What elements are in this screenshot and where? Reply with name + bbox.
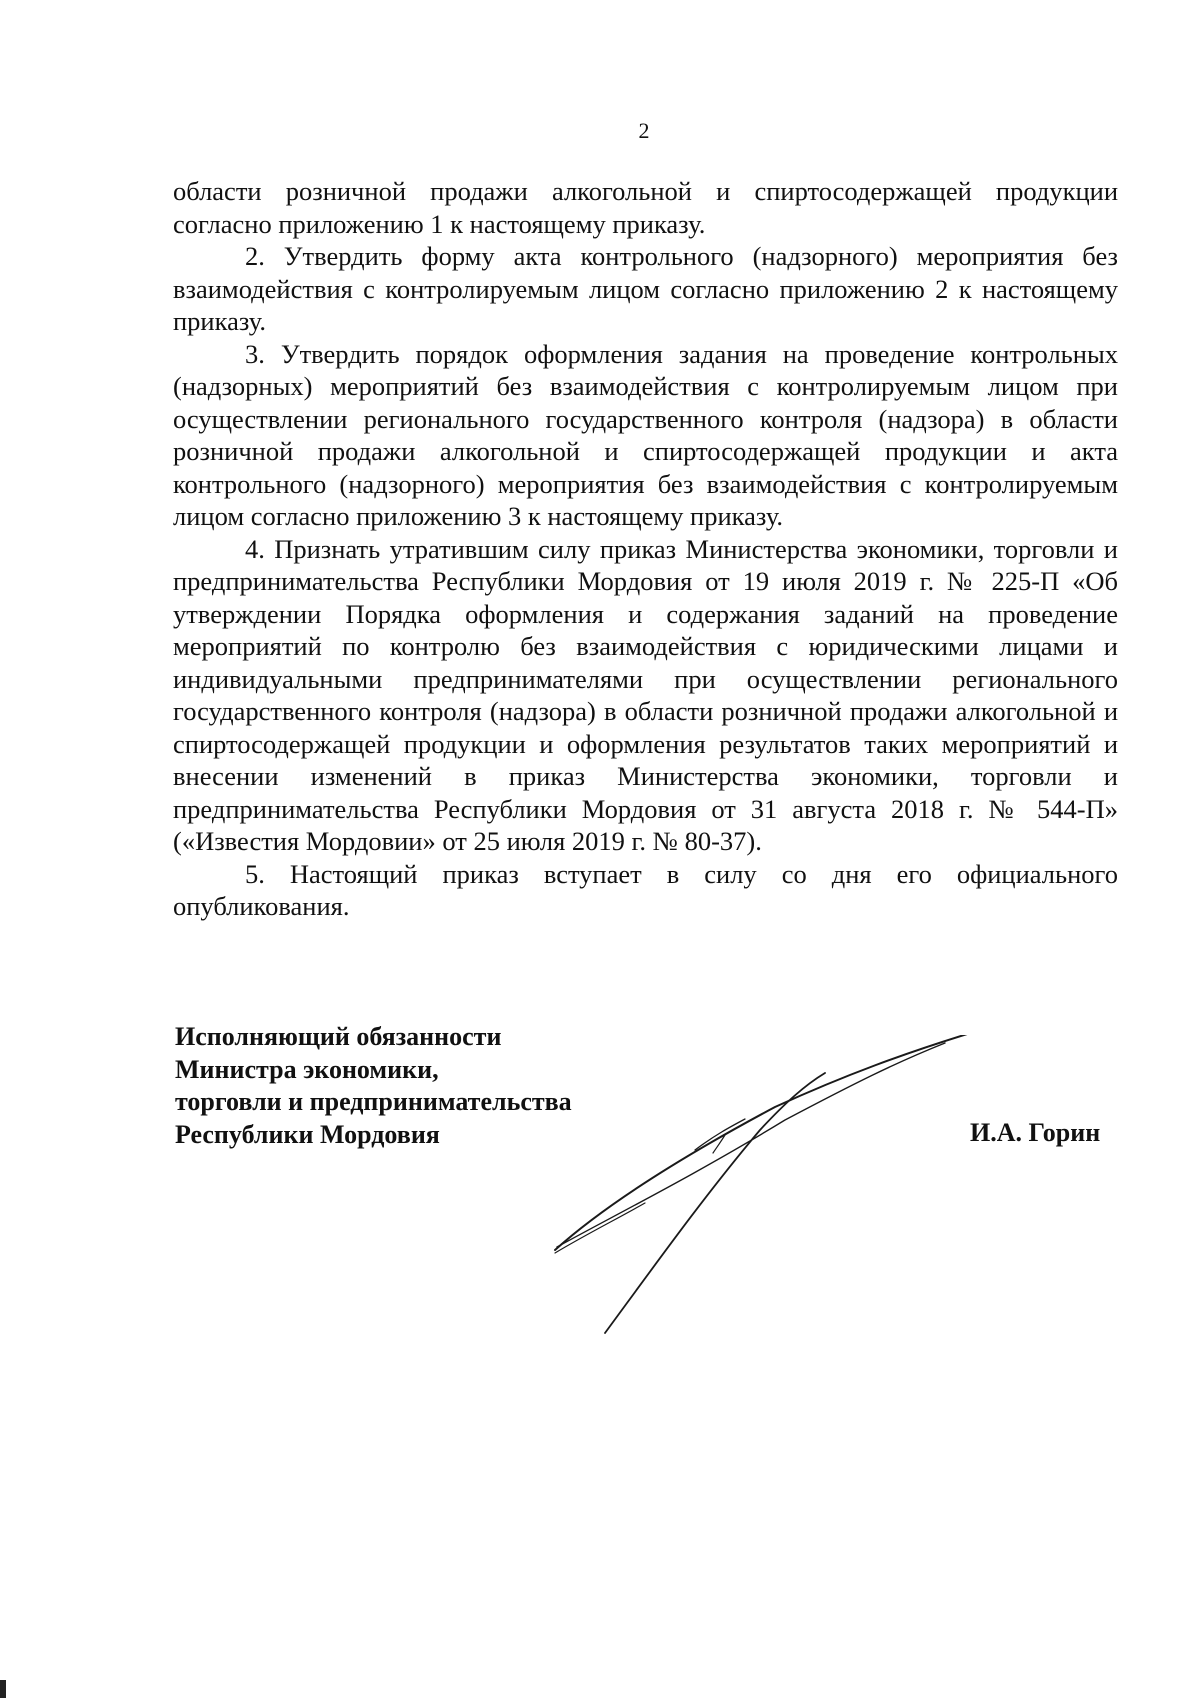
paragraph-item-5: 5. Настоящий приказ вступает в силу со дня его официального опубликования. <box>173 858 1118 921</box>
page-number: 2 <box>638 118 650 143</box>
signatory-title-line: торговли и предпринимательства <box>175 1087 572 1116</box>
paragraph-item-4: 4. Признать утратившим силу приказ Министерства экономики, торговли и предпринимательства Республики Мордовия от 19 июля 2019 г. № 225-П «Об утверждении Порядка оформления и содержания заданий на проведение мероприятий по контролю без взаимодействия с юридическими лицами и индивидуальными предпринимателями при осуществлении регионального государственного контроля (надзора) в области розничной продажи алкогольной и спиртосодержащей продукции и оформления результатов таких мероприятий и внесении изменений в приказ Министерства экономики, торговли и предпринимательства Республики Мордовия от 31 августа 2018 г. № 544-П» («Известия Мордовии» от 25 июля 2019 г. № 80-37). <box>173 533 1118 856</box>
signatory-title <box>175 1021 572 1151</box>
paragraph-continuation: области розничной продажи алкогольной и спиртосодержащей продукции согласно приложению 1 к настоящему приказу. <box>173 176 1118 239</box>
signatory-title-line: Министра экономики, <box>175 1054 439 1084</box>
handwritten-signature <box>545 1035 985 1350</box>
signatory-title-line: Республики Мордовия <box>175 1119 440 1149</box>
signatory-title-line: Исполняющий обязанности <box>175 1022 502 1051</box>
signatory-name: И.А. Горин <box>970 1118 1101 1147</box>
scan-edge-mark <box>0 1680 6 1698</box>
paragraph-item-2: 2. Утвердить форму акта контрольного (надзорного) мероприятия без взаимодействия с контролируемым лицом согласно приложению 2 к настоящему приказу. <box>173 241 1118 336</box>
document-body <box>173 175 1118 923</box>
paragraph-item-3: 3. Утвердить порядок оформления задания на проведение контрольных (надзорных) мероприятий без взаимодействия с контролируемым лицом при осуществлении регионального государственного контроля (надзора) в области розничной продажи алкогольной и спиртосодержащей продукции и акта контрольного (надзорного) мероприятия без взаимодействия с контролируемым лицом согласно приложению 3 к настоящему приказу. <box>173 338 1118 531</box>
